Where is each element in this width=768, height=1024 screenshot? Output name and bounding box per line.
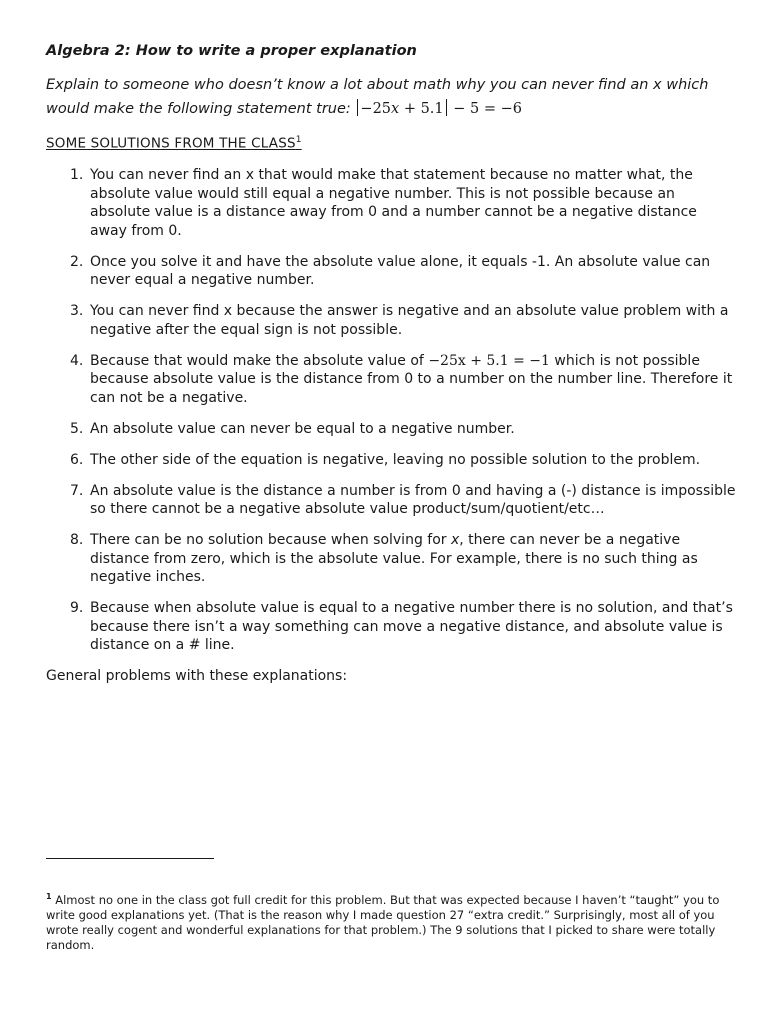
solution-text-after: which is not possible because absolute value is the distance from 0 to a number on the number line. Therefore it can not be a negative. bbox=[90, 352, 733, 406]
statement-var: x bbox=[391, 101, 400, 117]
solution-number: 7. bbox=[70, 482, 84, 499]
solution-text: The other side of the equation is negative, leaving no possible solution to the problem. bbox=[90, 451, 701, 468]
statement-right: − 5 = −6 bbox=[448, 101, 522, 117]
solution-item bbox=[46, 482, 736, 519]
solution-text: Once you solve it and have the absolute value alone, it equals -1. An absolute value can never equal a negative number. bbox=[90, 253, 711, 288]
footnote bbox=[46, 889, 736, 953]
solution-number: 9. bbox=[70, 600, 84, 616]
solution-number: 4. bbox=[70, 352, 84, 369]
solution-variable: x bbox=[450, 532, 460, 548]
abs-bar-left bbox=[357, 99, 358, 116]
solution-number: 5. bbox=[70, 420, 84, 437]
solution-item bbox=[46, 531, 736, 587]
solution-number: 6. bbox=[70, 451, 84, 468]
solutions-heading-text: SOME SOLUTIONS FROM THE CLASS bbox=[46, 135, 296, 152]
solution-item bbox=[46, 166, 736, 240]
solution-text-before: Because that would make the absolute value of bbox=[90, 352, 429, 369]
intro-text: Explain to someone who doesn’t know a lot about math why you can never find an x which would make the following statement true: bbox=[46, 77, 709, 117]
solution-number: 3. bbox=[70, 303, 84, 319]
document-title: Algebra 2: How to write a proper explanation bbox=[46, 43, 417, 59]
footnote-reference: 1 bbox=[295, 135, 302, 145]
intro-prompt bbox=[46, 73, 736, 121]
solution-text: Because when absolute value is equal to a negative number there is no solution, and that’s because there isn’t a way something can move a negative distance, and absolute value is distance on a # line. bbox=[90, 600, 733, 653]
general-problems-label: General problems with these explanations: bbox=[46, 668, 348, 684]
solution-text bbox=[90, 352, 736, 408]
inline-equation: −25x + 5.1 = −1 bbox=[428, 352, 550, 369]
solution-item bbox=[46, 302, 736, 339]
statement-middle: + 5.1 bbox=[399, 101, 444, 117]
solution-text bbox=[90, 531, 736, 587]
solution-item bbox=[46, 599, 736, 655]
solution-text: You can never find x because the answer is negative and an absolute value problem with a negative after the equal sign is not possible. bbox=[90, 303, 729, 338]
statement-equation bbox=[355, 101, 522, 117]
solution-item bbox=[46, 253, 736, 290]
solution-text-before: There can be no solution because when solving for bbox=[90, 532, 451, 548]
solution-number: 2. bbox=[70, 253, 84, 270]
solution-item bbox=[46, 352, 736, 408]
footnote-mark: 1 bbox=[46, 892, 52, 901]
solutions-heading bbox=[46, 135, 302, 152]
footnote-divider bbox=[46, 858, 214, 859]
abs-bar-right bbox=[446, 99, 447, 116]
solution-number: 1. bbox=[70, 167, 84, 183]
solution-text: An absolute value is the distance a number is from 0 and having a (-) distance is impossible so there cannot be a negative absolute value product/sum/quotient/etc… bbox=[90, 482, 736, 517]
solution-item bbox=[46, 420, 736, 439]
solution-item bbox=[46, 451, 736, 470]
solutions-list bbox=[46, 166, 736, 667]
solution-text: An absolute value can never be equal to a negative number. bbox=[90, 420, 515, 437]
solution-text: You can never find an x that would make that statement because no matter what, the absolute value would still equal a negative number. This is not possible because an absolute value is a distance away from 0 and a number cannot be a negative distance away from 0. bbox=[90, 167, 697, 239]
solution-text-after: , there can never be a negative distance from zero, which is the absolute value. For example, there is no such thing as negative inches. bbox=[90, 532, 698, 585]
solution-number: 8. bbox=[70, 532, 84, 548]
footnote-text: Almost no one in the class got full credit for this problem. But that was expected because I haven’t “taught” you to write good explanations yet. (That is the reason why I made question 27 “extra credit.” Surprisingly, most all of you wrote really cogent and wonderful explanations for that problem.) The 9 solutions that I picked to share were totally random. bbox=[46, 892, 720, 952]
statement-left: −25 bbox=[360, 101, 392, 117]
